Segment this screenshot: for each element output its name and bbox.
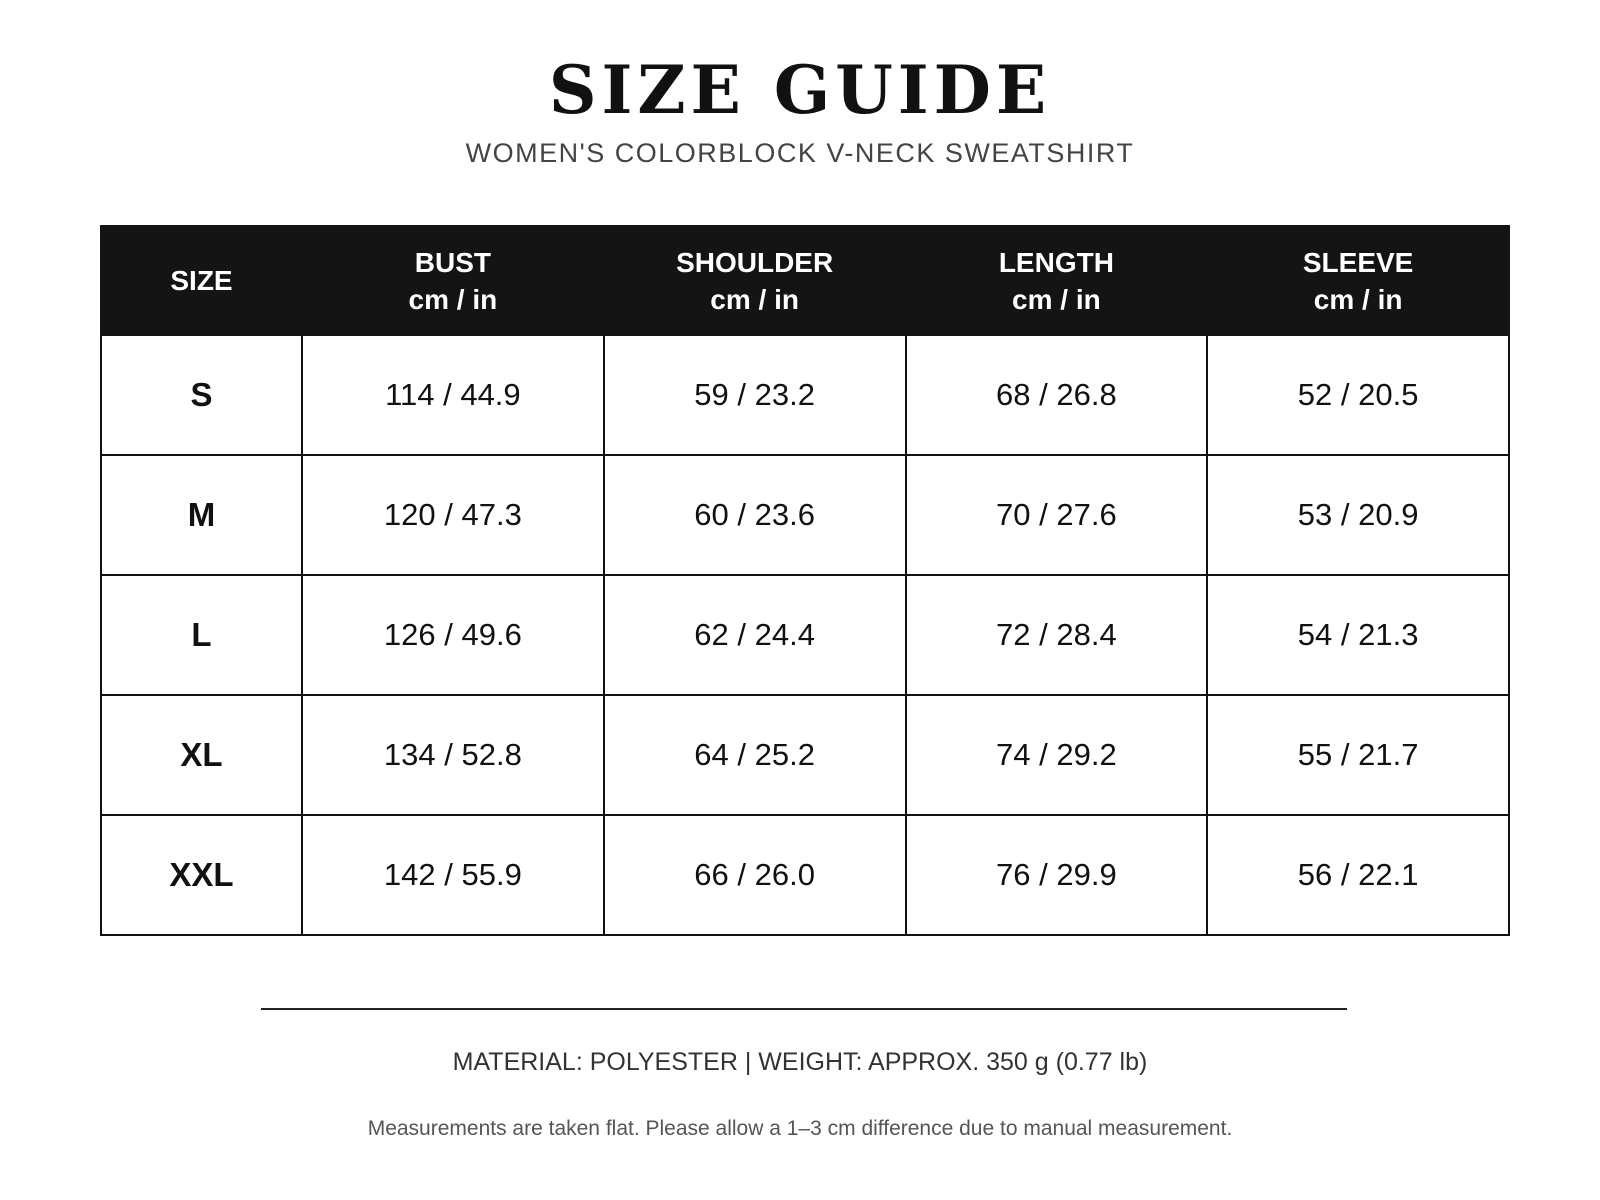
table-row [101, 455, 1509, 575]
shoulder-cell: 64 / 25.2 [604, 695, 906, 815]
header-length [906, 226, 1208, 335]
table-header-row [101, 226, 1509, 335]
sleeve-cell: 55 / 21.7 [1207, 695, 1509, 815]
bust-cell: 134 / 52.8 [302, 695, 604, 815]
table-row [101, 335, 1509, 455]
size-cell: S [101, 335, 302, 455]
bust-cell: 126 / 49.6 [302, 575, 604, 695]
length-cell: 72 / 28.4 [906, 575, 1208, 695]
header-size [101, 226, 302, 335]
header-label: SLEEVE [1302, 246, 1414, 278]
table-row [101, 815, 1509, 935]
measurement-note: Measurements are taken flat. Please allow a 1–3 cm difference due to manual measurement. [367, 1117, 1233, 1140]
header-unit: cm / in [710, 283, 799, 315]
size-cell: XXL [101, 815, 302, 935]
header-label: BUST [414, 246, 491, 278]
size-cell: M [101, 455, 302, 575]
size-cell: L [101, 575, 302, 695]
header-bust [302, 226, 604, 335]
material-info: MATERIAL: POLYESTER | WEIGHT: APPROX. 350 g (0.77 lb) [452, 1048, 1148, 1076]
sleeve-cell: 52 / 20.5 [1207, 335, 1509, 455]
header-sleeve [1207, 226, 1509, 335]
shoulder-cell: 59 / 23.2 [604, 335, 906, 455]
header-label: SHOULDER [676, 246, 834, 278]
sleeve-cell: 53 / 20.9 [1207, 455, 1509, 575]
length-cell: 70 / 27.6 [906, 455, 1208, 575]
header-label: LENGTH [998, 246, 1114, 278]
table-row [101, 575, 1509, 695]
header-shoulder [604, 226, 906, 335]
header-unit: cm / in [408, 283, 498, 315]
shoulder-cell: 66 / 26.0 [604, 815, 906, 935]
bust-cell: 142 / 55.9 [302, 815, 604, 935]
sleeve-cell: 54 / 21.3 [1207, 575, 1509, 695]
product-subtitle: WOMEN'S COLORBLOCK V-NECK SWEATSHIRT [465, 138, 1135, 168]
divider [261, 1008, 1347, 1010]
length-cell: 68 / 26.8 [906, 335, 1208, 455]
length-cell: 76 / 29.9 [906, 815, 1208, 935]
bust-cell: 120 / 47.3 [302, 455, 604, 575]
header-unit: cm / in [1313, 283, 1403, 315]
length-cell: 74 / 29.2 [906, 695, 1208, 815]
sleeve-cell: 56 / 22.1 [1207, 815, 1509, 935]
header-label: SIZE [170, 265, 233, 296]
shoulder-cell: 62 / 24.4 [604, 575, 906, 695]
bust-cell: 114 / 44.9 [302, 335, 604, 455]
table-row [101, 695, 1509, 815]
page-title: SIZE GUIDE [548, 51, 1052, 129]
header-unit: cm / in [1012, 283, 1101, 315]
shoulder-cell: 60 / 23.6 [604, 455, 906, 575]
size-cell: XL [101, 695, 302, 815]
size-table [100, 225, 1510, 936]
